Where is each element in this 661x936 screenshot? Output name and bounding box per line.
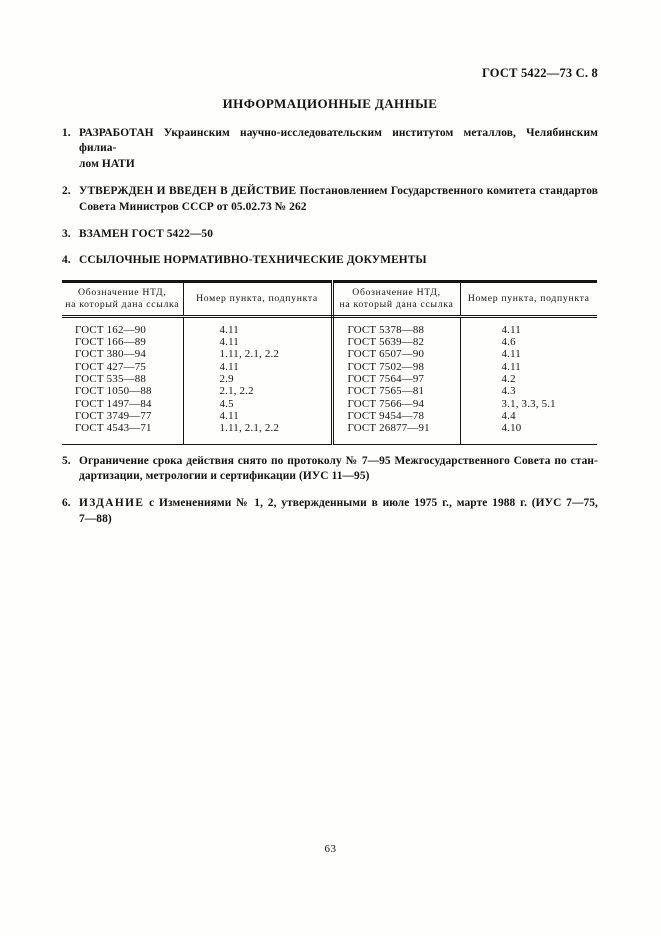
ntd-designation-cell: ГОСТ 4543—71 — [62, 422, 183, 444]
ntd-designation-cell: ГОСТ 1050—88 — [62, 385, 183, 397]
info-item-6 — [62, 496, 598, 527]
item-number: 1. — [62, 127, 71, 139]
ntd-designation-cell: ГОСТ 26877—91 — [332, 422, 460, 444]
info-item-5 — [62, 454, 598, 485]
clause-number-cell: 1.11, 2.1, 2.2 — [183, 422, 332, 444]
table-row — [62, 410, 597, 422]
ntd-designation-cell: ГОСТ 5378—88 — [332, 316, 460, 336]
item-text-rest: с Изменениями № 1, 2, утвержденными в июле 1975 г., марте 1988 г. (ИУС 7—75, — [149, 497, 598, 510]
header-line: Номер пункта, подпункта — [196, 292, 318, 304]
header-line: Номер пункта, подпункта — [467, 292, 590, 304]
item-text-line: лом НАТИ — [79, 157, 135, 170]
item-text-line: 7—88) — [79, 512, 112, 525]
ntd-designation-cell: ГОСТ 1497—84 — [62, 398, 183, 410]
header-line: на который дана ссылка — [339, 298, 454, 310]
item-text-line: Ограничение срока действия снято по протоколу № 7—95 Межгосударственного Совета по стан- — [79, 454, 598, 467]
header-line: Обозначение НТД, — [352, 286, 441, 298]
table-row — [62, 316, 597, 336]
info-item-1 — [62, 126, 598, 172]
header-clause-number — [460, 281, 597, 316]
clause-number-cell: 4.3 — [501, 385, 516, 398]
info-item-4 — [62, 253, 598, 268]
clause-number-cell: 4.11 — [501, 323, 521, 336]
item-text-line — [79, 496, 598, 511]
item-text-line: дартизации, метрологии и сертификации (ИУС 11—95) — [79, 469, 370, 482]
clause-number-cell: 2.9 — [183, 373, 332, 385]
ntd-designation-cell: ГОСТ 166—89 — [62, 336, 183, 348]
header-clause-number — [183, 281, 332, 316]
ntd-designation-cell: ГОСТ 535—88 — [62, 373, 183, 385]
table-row — [62, 398, 597, 410]
clause-number-cell: 4.5 — [183, 398, 332, 410]
clause-number-cell: 2.1, 2.2 — [183, 385, 332, 397]
ntd-designation-cell: ГОСТ 7502—98 — [332, 361, 460, 373]
table-row — [62, 361, 597, 373]
clause-number-cell: 4.11 — [501, 348, 521, 361]
header-line: на который дана ссылка — [65, 298, 180, 310]
item-number: 5. — [62, 454, 71, 467]
item-text-line: Совета Министров СССР от 05.02.73 № 262 — [79, 200, 307, 213]
item-text-line: УТВЕРЖДЕН И ВВЕДЕН В ДЕЙСТВИЕ Постановлением Государственного комитета стандартов — [79, 185, 598, 198]
table-header-row — [62, 281, 597, 316]
clause-number-cell: 1.11, 2.1, 2.2 — [183, 348, 332, 360]
info-items — [62, 126, 598, 527]
table-row — [62, 348, 597, 360]
ntd-designation-cell: ГОСТ 380—94 — [62, 348, 183, 360]
item-number: 2. — [62, 185, 71, 198]
references-table-body — [62, 316, 597, 444]
header-ntd-designation — [62, 281, 183, 316]
document-title: ИНФОРМАЦИОННЫЕ ДАННЫЕ — [222, 96, 438, 111]
clause-number-cell: 4.11 — [183, 316, 332, 336]
clause-number-cell: 4.10 — [501, 422, 522, 435]
ntd-designation-cell: ГОСТ 5639—82 — [332, 336, 460, 348]
table-row — [62, 385, 597, 397]
item-number: 3. — [62, 228, 71, 241]
ntd-designation-cell: ГОСТ 162—90 — [62, 316, 183, 336]
ntd-designation-cell: ГОСТ 7564—97 — [332, 373, 460, 385]
item-text-line: ССЫЛОЧНЫЕ НОРМАТИВНО-ТЕХНИЧЕСКИЕ ДОКУМЕНТЫ — [79, 254, 427, 267]
ntd-designation-cell: ГОСТ 427—75 — [62, 361, 183, 373]
clause-number-cell: 4.11 — [183, 410, 332, 422]
references-table — [62, 280, 597, 445]
clause-number-cell: 4.2 — [501, 373, 516, 386]
page-number: 63 — [324, 843, 337, 855]
ntd-designation-cell: ГОСТ 7565—81 — [332, 385, 460, 397]
ntd-designation-cell: ГОСТ 6507—90 — [332, 348, 460, 360]
clause-number-cell: 4.11 — [501, 360, 521, 373]
page-header-ref: ГОСТ 5422—73 С. 8 — [481, 66, 598, 80]
ntd-designation-cell: ГОСТ 7566—94 — [332, 398, 460, 410]
item-number: 6. — [62, 497, 71, 510]
item-text-line: РАЗРАБОТАН Украинским научно-исследовательским институтом металлов, Челябинским филиа- — [79, 127, 598, 155]
item-lead-word: ИЗДАНИЕ — [79, 497, 145, 510]
references-table-head — [62, 281, 597, 316]
clause-number-cell: 4.11 — [183, 361, 332, 373]
table-row — [62, 422, 597, 444]
item-number: 4. — [62, 254, 71, 267]
ntd-designation-cell: ГОСТ 3749—77 — [62, 410, 183, 422]
clause-number-cell: 4.4 — [501, 409, 516, 422]
ntd-designation-cell: ГОСТ 9454—78 — [332, 410, 460, 422]
clause-number-cell: 3.1, 3.3, 5.1 — [501, 397, 556, 410]
header-ntd-designation — [332, 281, 460, 316]
header-line: Обозначение НТД, — [78, 286, 167, 298]
table-row — [62, 373, 597, 385]
clause-number-cell: 4.6 — [501, 336, 516, 349]
clause-number-cell: 4.11 — [183, 336, 332, 348]
info-item-2 — [62, 184, 598, 215]
table-row — [62, 336, 597, 348]
item-text-line: ВЗАМЕН ГОСТ 5422—50 — [79, 228, 213, 241]
info-item-3 — [62, 227, 598, 242]
